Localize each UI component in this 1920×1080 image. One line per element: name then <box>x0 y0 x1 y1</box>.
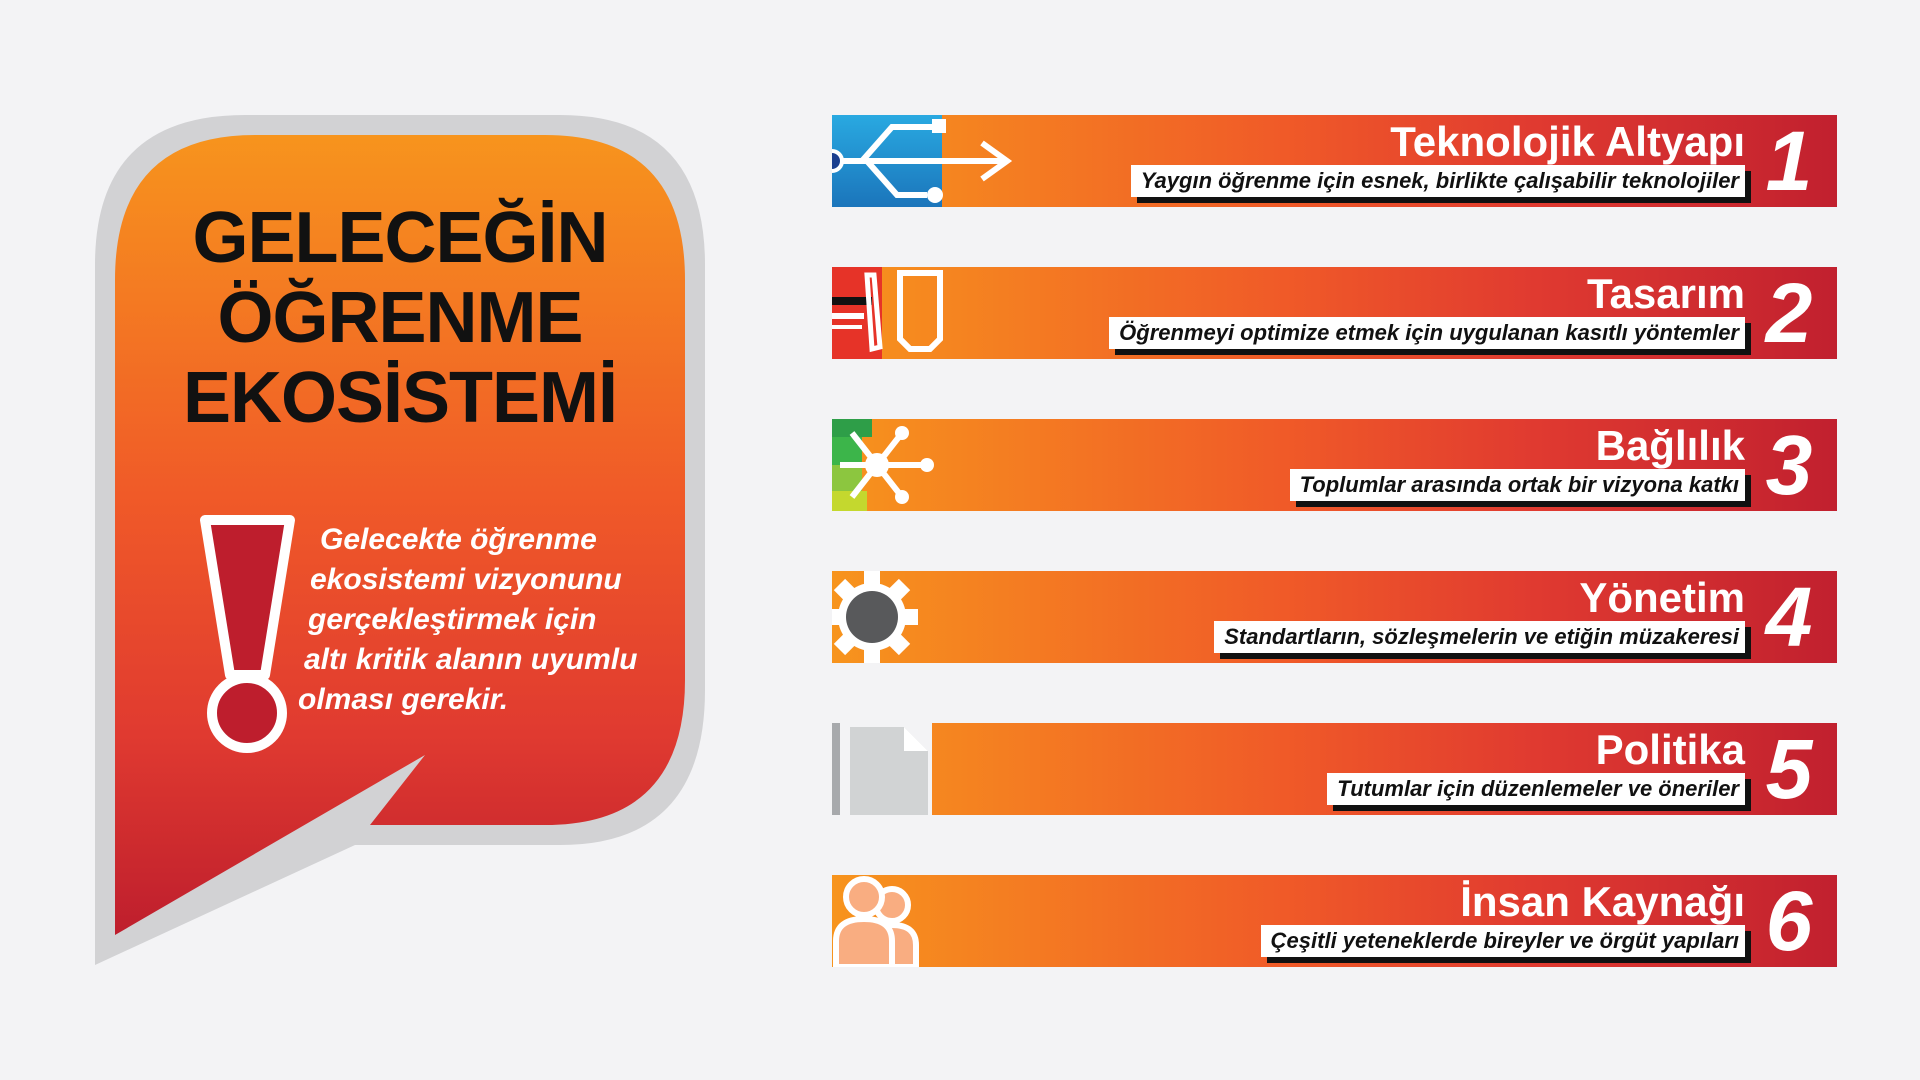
item-number: 1 <box>1765 114 1813 208</box>
page-title-line: ÖĞRENME <box>217 278 583 358</box>
page-title-line: EKOSİSTEMİ <box>182 358 618 438</box>
intro-line: olması gerekir. <box>298 683 509 716</box>
item-number: 2 <box>1765 266 1813 360</box>
network-icon <box>832 419 942 511</box>
intro-text <box>300 520 700 720</box>
item-title: Politika <box>1595 726 1745 773</box>
usb-icon <box>832 115 942 207</box>
item-title: Teknolojik Altyapı <box>1390 118 1745 165</box>
intro-line: altı kritik alanın uyumlu <box>304 643 638 676</box>
document-icon <box>832 723 942 815</box>
item-description: Öğrenmeyi optimize etmek için uygulanan kasıtlı yöntemler <box>1109 317 1745 349</box>
item-number: 5 <box>1765 722 1813 816</box>
people-icon <box>832 875 942 967</box>
item-title: Yönetim <box>1579 574 1745 621</box>
item-description: Çeşitli yeteneklerde bireyler ve örgüt yapıları <box>1261 925 1745 957</box>
page-title-line: GELECEĞİN <box>192 198 608 278</box>
intro-line: ekosistemi vizyonunu <box>310 563 622 596</box>
list-item-human-resources <box>832 875 1837 967</box>
gear-icon <box>832 571 942 663</box>
intro-line: Gelecekte öğrenme <box>320 523 597 556</box>
speech-bubble <box>0 0 720 1000</box>
page-title <box>150 198 650 438</box>
item-description: Yaygın öğrenme için esnek, birlikte çalışabilir teknolojiler <box>1131 165 1745 197</box>
list-item-policy <box>832 723 1837 815</box>
item-number: 3 <box>1765 418 1813 512</box>
item-description: Toplumlar arasında ortak bir vizyona katkı <box>1290 469 1745 501</box>
list-item-design <box>832 267 1837 359</box>
item-description: Tutumlar için düzenlemeler ve öneriler <box>1327 773 1745 805</box>
list-item-governance <box>832 571 1837 663</box>
design-tools-icon <box>832 267 942 359</box>
list-item-technology <box>832 115 1837 207</box>
list-item-engagement <box>832 419 1837 511</box>
intro-line: gerçekleştirmek için <box>308 603 597 636</box>
item-number: 6 <box>1765 874 1813 968</box>
item-description: Standartların, sözleşmelerin ve etiğin müzakeresi <box>1214 621 1745 653</box>
item-title: Tasarım <box>1587 270 1745 317</box>
item-title: İnsan Kaynağı <box>1460 878 1745 925</box>
item-number: 4 <box>1765 570 1813 664</box>
item-title: Bağlılık <box>1595 422 1745 469</box>
